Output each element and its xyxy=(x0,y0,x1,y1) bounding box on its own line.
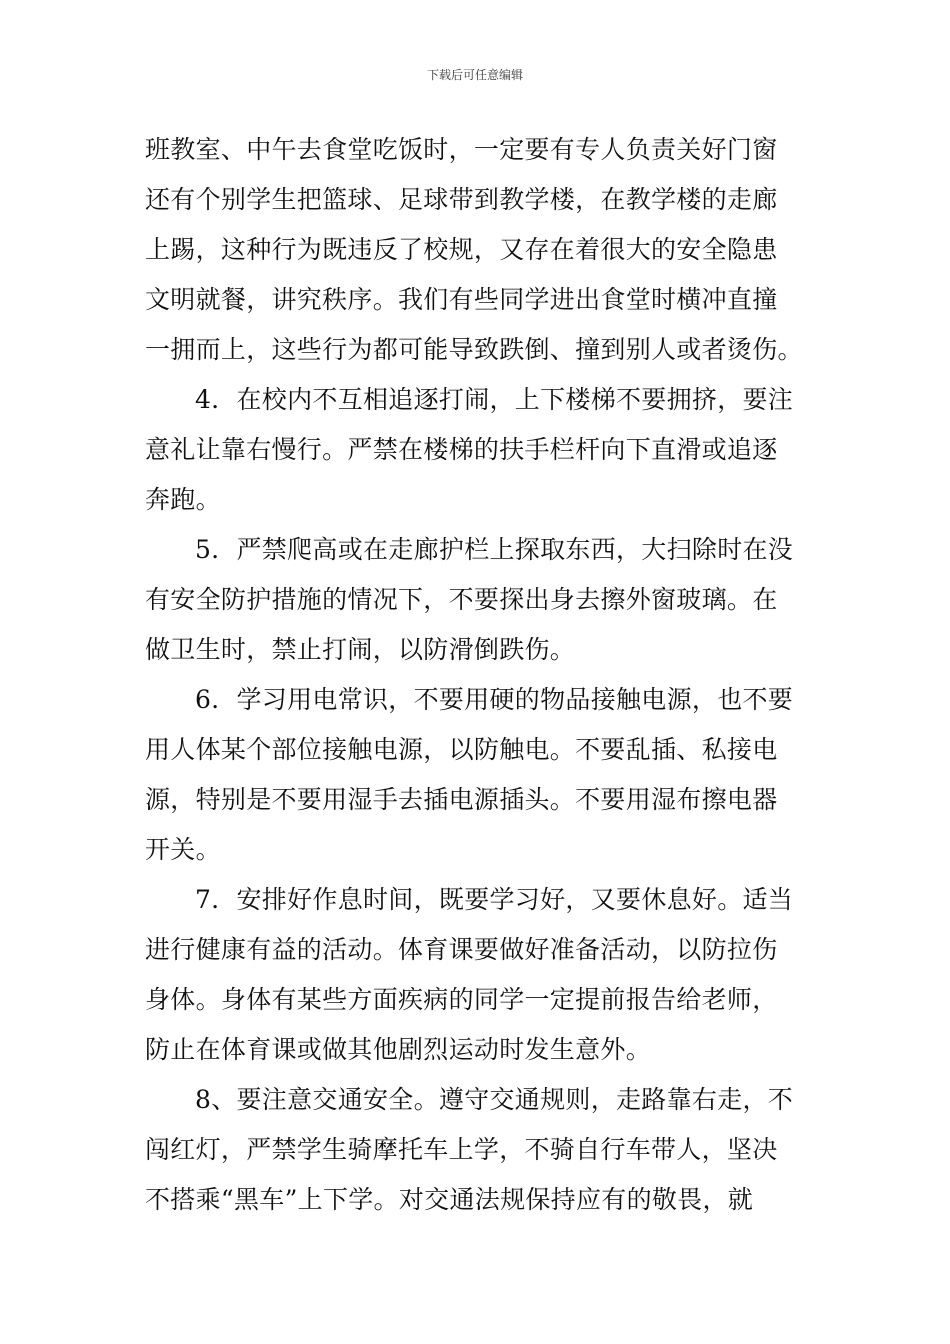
text-line: 上踢，这种行为既违反了校规，又存在着很大的安全隐患 xyxy=(145,235,778,264)
paragraph xyxy=(145,675,810,875)
text-line: 4．在校内不互相追逐打闹，上下楼梯不要拥挤，要注 xyxy=(195,385,794,414)
text-line: 有安全防护措施的情况下，不要探出身去擦外窗玻璃。在 xyxy=(145,585,778,614)
document-body xyxy=(145,125,810,1225)
text-line: 源，特别是不要用湿手去插电源插头。不要用湿布擦电器 xyxy=(145,785,778,814)
paragraph xyxy=(145,125,810,375)
text-line: 奔跑。 xyxy=(145,485,221,514)
text-line: 用人体某个部位接触电源，以防触电。不要乱插、私接电 xyxy=(145,735,778,764)
text-line: 6．学习用电常识，不要用硬的物品接触电源，也不要 xyxy=(195,685,794,714)
text-line: 闯红灯，严禁学生骑摩托车上学，不骑自行车带人，坚决 xyxy=(145,1135,778,1164)
paragraph xyxy=(145,525,810,675)
text-line: 做卫生时，禁止打闹，以防滑倒跌伤。 xyxy=(145,635,576,664)
text-line: 一拥而上，这些行为都可能导致跌倒、撞到别人或者烫伤。 xyxy=(145,335,803,364)
text-line: 进行健康有益的活动。体育课要做好准备活动，以防拉伤 xyxy=(145,935,778,964)
text-line: 还有个别学生把篮球、足球带到教学楼，在教学楼的走廊 xyxy=(145,185,778,214)
text-line: 开关。 xyxy=(145,835,221,864)
paragraph xyxy=(145,1075,810,1225)
text-line: 8、要注意交通安全。遵守交通规则，走路靠右走，不 xyxy=(195,1085,794,1114)
paragraph xyxy=(145,875,810,1075)
text-line: 身体。身体有某些方面疾病的同学一定提前报告给老师， xyxy=(145,985,778,1014)
text-line: 7．安排好作息时间，既要学习好，又要休息好。适当 xyxy=(195,885,794,914)
text-line: 5．严禁爬高或在走廊护栏上探取东西，大扫除时在没 xyxy=(195,535,794,564)
text-line: 意礼让靠右慢行。严禁在楼梯的扶手栏杆向下直滑或追逐 xyxy=(145,435,778,464)
text-line: 防止在体育课或做其他剧烈运动时发生意外。 xyxy=(145,1035,652,1064)
page-header: 下载后可任意编辑 xyxy=(426,68,523,82)
text-line: 不搭乘“黑车”上下学。对交通法规保持应有的敬畏，就 xyxy=(145,1185,754,1214)
text-line: 班教室、中午去食堂吃饭时，一定要有专人负责关好门窗 xyxy=(145,135,778,164)
text-line: 文明就餐，讲究秩序。我们有些同学进出食堂时横冲直撞 xyxy=(145,285,778,314)
paragraph xyxy=(145,375,810,525)
